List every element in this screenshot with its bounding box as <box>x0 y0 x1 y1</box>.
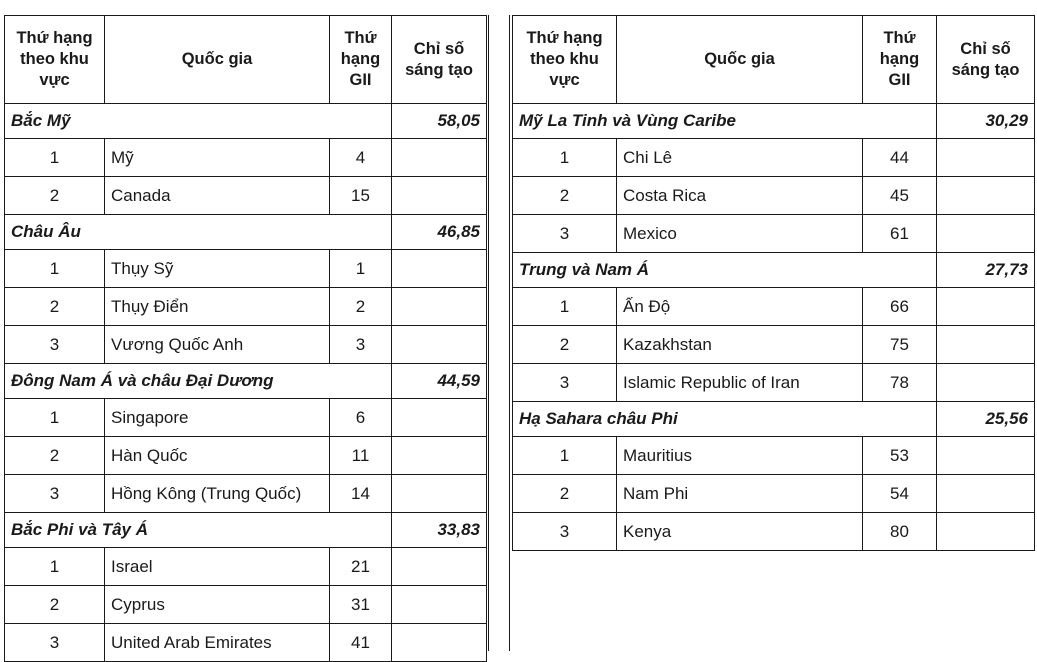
country-row <box>5 326 487 364</box>
country-name: Islamic Republic of Iran <box>617 364 863 402</box>
region-row <box>5 513 487 548</box>
regional-rank: 2 <box>513 177 617 215</box>
country-row <box>5 139 487 177</box>
innovation-index-cell <box>937 475 1035 513</box>
regional-rank: 3 <box>5 326 105 364</box>
regional-rank: 3 <box>5 475 105 513</box>
gii-rank: 2 <box>330 288 392 326</box>
region-score: 58,05 <box>392 104 487 139</box>
regional-rank: 2 <box>5 437 105 475</box>
country-row <box>513 177 1035 215</box>
region-score: 33,83 <box>392 513 487 548</box>
region-name: Đông Nam Á và châu Đại Dương <box>5 364 392 399</box>
gii-rank: 45 <box>863 177 937 215</box>
regional-rank: 3 <box>5 624 105 662</box>
country-row <box>513 288 1035 326</box>
right-table <box>512 15 1035 551</box>
header-gii-rank: Thứ hạng GII <box>330 16 392 104</box>
region-score: 30,29 <box>937 104 1035 139</box>
country-row <box>5 288 487 326</box>
header-innovation-index: Chỉ số sáng tạo <box>937 16 1035 104</box>
header-gii-rank: Thứ hạng GII <box>863 16 937 104</box>
country-name: Hàn Quốc <box>105 437 330 475</box>
innovation-index-cell <box>937 364 1035 402</box>
innovation-index-cell <box>392 624 487 662</box>
header-rank-region: Thứ hạng theo khu vực <box>5 16 105 104</box>
gii-rank: 4 <box>330 139 392 177</box>
gii-rank: 11 <box>330 437 392 475</box>
country-name: Vương Quốc Anh <box>105 326 330 364</box>
country-row <box>5 624 487 662</box>
region-name: Bắc Phi và Tây Á <box>5 513 392 548</box>
gii-rank: 80 <box>863 513 937 551</box>
regional-rank: 2 <box>5 288 105 326</box>
regional-rank: 3 <box>513 364 617 402</box>
innovation-index-cell <box>937 215 1035 253</box>
country-row <box>513 215 1035 253</box>
regional-rank: 1 <box>5 548 105 586</box>
regional-rank: 2 <box>5 177 105 215</box>
header-row <box>5 16 487 104</box>
region-name: Bắc Mỹ <box>5 104 392 139</box>
country-name: Singapore <box>105 399 330 437</box>
country-name: United Arab Emirates <box>105 624 330 662</box>
country-name: Mauritius <box>617 437 863 475</box>
country-row <box>5 437 487 475</box>
region-row <box>5 364 487 399</box>
country-name: Chi Lê <box>617 139 863 177</box>
regional-rank: 2 <box>513 475 617 513</box>
gii-rank: 75 <box>863 326 937 364</box>
region-row <box>5 215 487 250</box>
innovation-index-cell <box>392 475 487 513</box>
innovation-index-cell <box>937 326 1035 364</box>
innovation-index-cell <box>392 399 487 437</box>
header-country: Quốc gia <box>105 16 330 104</box>
regional-rank: 1 <box>513 437 617 475</box>
country-row <box>5 250 487 288</box>
column-divider <box>488 15 510 651</box>
country-row <box>513 437 1035 475</box>
country-name: Thụy Điển <box>105 288 330 326</box>
country-row <box>5 475 487 513</box>
innovation-index-cell <box>937 139 1035 177</box>
innovation-index-cell <box>937 288 1035 326</box>
country-name: Kazakhstan <box>617 326 863 364</box>
country-row <box>5 399 487 437</box>
regional-rank: 1 <box>5 399 105 437</box>
region-row <box>513 104 1035 139</box>
gii-rank: 78 <box>863 364 937 402</box>
gii-rank: 54 <box>863 475 937 513</box>
innovation-index-cell <box>392 548 487 586</box>
regional-rank: 1 <box>513 139 617 177</box>
country-row <box>513 364 1035 402</box>
country-name: Canada <box>105 177 330 215</box>
innovation-index-cell <box>937 437 1035 475</box>
region-score: 44,59 <box>392 364 487 399</box>
region-row <box>513 402 1035 437</box>
country-name: Thụy Sỹ <box>105 250 330 288</box>
country-name: Mỹ <box>105 139 330 177</box>
regional-rank: 3 <box>513 215 617 253</box>
gii-rank: 53 <box>863 437 937 475</box>
left-table <box>4 15 487 662</box>
country-row <box>5 177 487 215</box>
country-row <box>5 586 487 624</box>
country-row <box>513 139 1035 177</box>
region-name: Châu Âu <box>5 215 392 250</box>
gii-rank: 3 <box>330 326 392 364</box>
header-rank-region: Thứ hạng theo khu vực <box>513 16 617 104</box>
region-score: 46,85 <box>392 215 487 250</box>
gii-rank: 41 <box>330 624 392 662</box>
region-row <box>513 253 1035 288</box>
left-table-body <box>5 104 487 662</box>
region-score: 27,73 <box>937 253 1035 288</box>
innovation-index-cell <box>937 177 1035 215</box>
header-country: Quốc gia <box>617 16 863 104</box>
regional-rank: 2 <box>513 326 617 364</box>
innovation-index-cell <box>392 437 487 475</box>
right-table-body <box>513 104 1035 551</box>
innovation-index-cell <box>392 250 487 288</box>
country-name: Nam Phi <box>617 475 863 513</box>
gii-rank: 31 <box>330 586 392 624</box>
innovation-index-cell <box>392 177 487 215</box>
innovation-index-cell <box>392 326 487 364</box>
country-row <box>5 548 487 586</box>
regional-rank: 3 <box>513 513 617 551</box>
regional-rank: 1 <box>5 250 105 288</box>
country-row <box>513 475 1035 513</box>
gii-rank: 14 <box>330 475 392 513</box>
country-name: Costa Rica <box>617 177 863 215</box>
region-score: 25,56 <box>937 402 1035 437</box>
gii-rank: 66 <box>863 288 937 326</box>
country-name: Kenya <box>617 513 863 551</box>
innovation-index-cell <box>392 139 487 177</box>
regional-rank: 1 <box>5 139 105 177</box>
regional-rank: 2 <box>5 586 105 624</box>
region-name: Mỹ La Tinh và Vùng Caribe <box>513 104 937 139</box>
gii-rank: 21 <box>330 548 392 586</box>
header-row <box>513 16 1035 104</box>
gii-rank: 6 <box>330 399 392 437</box>
gii-rank: 44 <box>863 139 937 177</box>
region-name: Hạ Sahara châu Phi <box>513 402 937 437</box>
regional-rank: 1 <box>513 288 617 326</box>
country-name: Ấn Độ <box>617 288 863 326</box>
country-name: Hồng Kông (Trung Quốc) <box>105 475 330 513</box>
country-row <box>513 326 1035 364</box>
gii-rank: 15 <box>330 177 392 215</box>
innovation-index-cell <box>392 586 487 624</box>
innovation-index-cell <box>392 288 487 326</box>
country-row <box>513 513 1035 551</box>
header-innovation-index: Chỉ số sáng tạo <box>392 16 487 104</box>
gii-rank: 1 <box>330 250 392 288</box>
region-row <box>5 104 487 139</box>
innovation-index-cell <box>937 513 1035 551</box>
region-name: Trung và Nam Á <box>513 253 937 288</box>
gii-rank: 61 <box>863 215 937 253</box>
country-name: Israel <box>105 548 330 586</box>
country-name: Mexico <box>617 215 863 253</box>
country-name: Cyprus <box>105 586 330 624</box>
